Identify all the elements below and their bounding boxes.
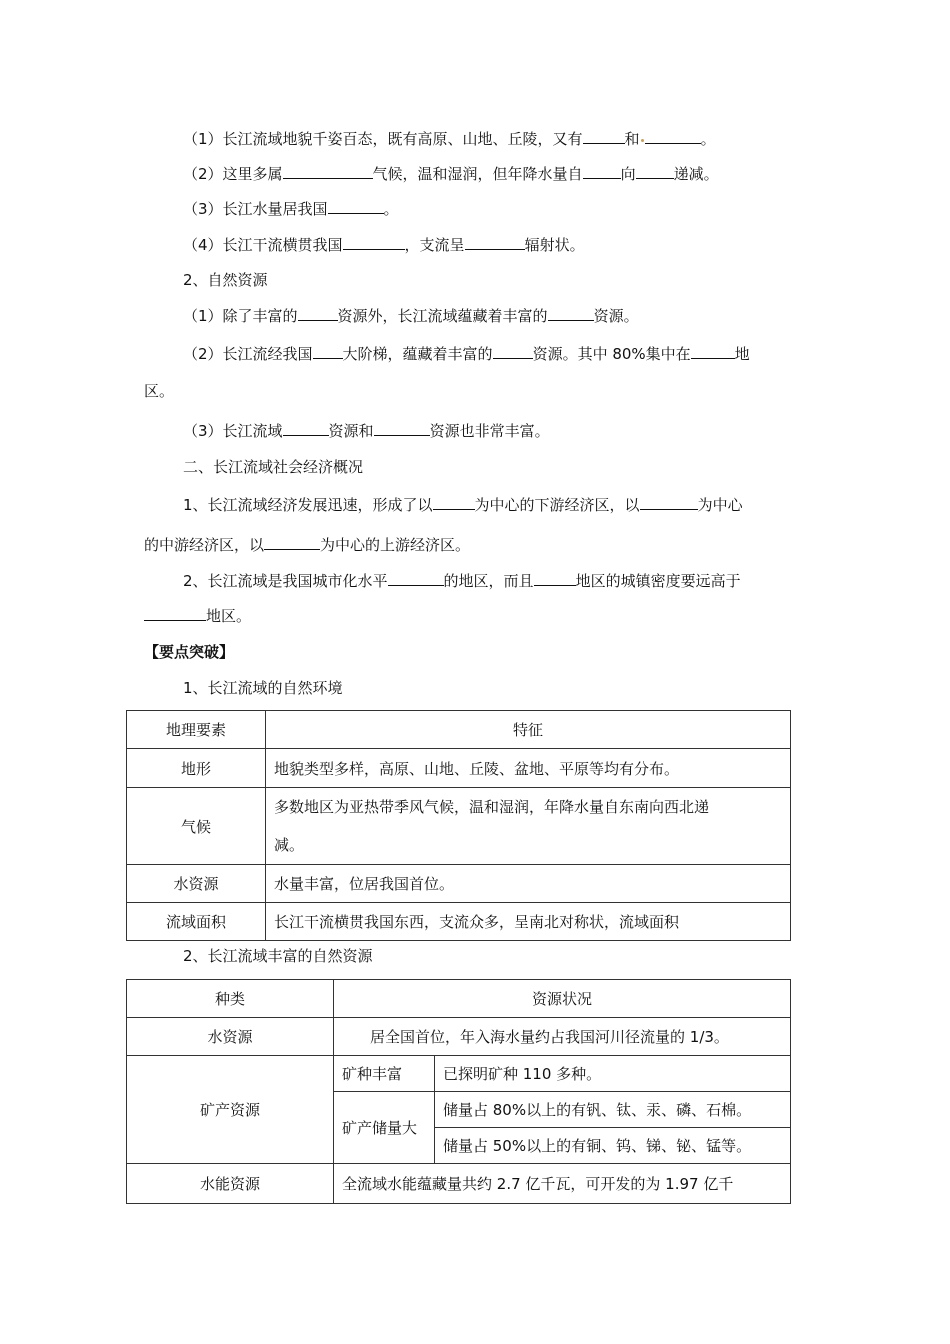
- q-text: 向: [620, 165, 636, 183]
- q-text: 资源和: [328, 422, 374, 440]
- dot-mark: [641, 139, 644, 142]
- question-1-1: [183, 128, 716, 149]
- q-text: 资源。: [593, 307, 639, 325]
- q-text: 为中心的下游经济区，以: [474, 496, 640, 514]
- blank[interactable]: [283, 163, 373, 179]
- blank[interactable]: [583, 163, 621, 179]
- blank[interactable]: [493, 343, 533, 359]
- table-cell: 全流域水能蕴藏量共约 2.7 亿千瓦，可开发的为 1.97 亿千: [334, 1164, 791, 1204]
- blank[interactable]: [388, 570, 444, 586]
- question-3-2-cont: [144, 605, 251, 626]
- blank[interactable]: [328, 198, 384, 214]
- question-2-2-cont: 区。: [144, 382, 175, 400]
- blank[interactable]: [343, 234, 405, 250]
- table-row: [127, 1018, 791, 1056]
- q-text: （2）长江流经我国: [183, 345, 313, 363]
- question-1-3: [183, 198, 399, 219]
- table-header-row: [127, 980, 791, 1018]
- table-row: [127, 1164, 791, 1204]
- table-header-row: [127, 711, 791, 749]
- header-cell: 特征: [266, 711, 791, 749]
- table-row: [127, 749, 791, 788]
- blank[interactable]: [313, 343, 343, 359]
- blank[interactable]: [583, 128, 625, 144]
- q-text: （4）长江干流横贯我国: [183, 236, 343, 254]
- blank[interactable]: [144, 605, 206, 621]
- table-cell: 气候: [127, 788, 266, 865]
- question-3-1: [183, 494, 743, 515]
- question-2-2: [183, 343, 750, 364]
- q-text: （2）这里多属: [183, 165, 283, 183]
- question-3-2: [183, 570, 741, 591]
- key-points-heading: 【要点突破】: [144, 643, 235, 661]
- q-text: 为中心: [697, 496, 743, 514]
- table-cell: 水资源: [127, 865, 266, 903]
- q-text: 1、长江流域经济发展迅速，形成了以: [183, 496, 433, 514]
- table-cell: 水量丰富，位居我国首位。: [266, 865, 791, 903]
- table-cell: [266, 788, 791, 865]
- blank[interactable]: [283, 420, 329, 436]
- natural-resources-table: [126, 979, 791, 1204]
- natural-environment-table: [126, 710, 791, 941]
- q-text: ，支流呈: [404, 236, 465, 254]
- question-1-4: [183, 234, 585, 255]
- q-text: 资源外，长江流域蕴藏着丰富的: [337, 307, 548, 325]
- question-3-1-cont: [144, 534, 470, 555]
- table-cell: 流域面积: [127, 903, 266, 941]
- blank[interactable]: [433, 494, 475, 510]
- section-heading-economy: 二、长江流域社会经济概况: [183, 458, 364, 476]
- header-cell: 资源状况: [334, 980, 791, 1018]
- section-heading-resources: 2、自然资源: [183, 271, 268, 289]
- q-text: 辐射状。: [524, 236, 585, 254]
- question-2-1: [183, 305, 639, 326]
- table-row: [127, 1056, 791, 1092]
- q-text: 地: [734, 345, 750, 363]
- table-cell: 矿产储量大: [334, 1092, 435, 1164]
- q-text: （3）长江流域: [183, 422, 283, 440]
- q-text: 资源。其中 80%集中在: [532, 345, 691, 363]
- table-cell: 矿产资源: [127, 1056, 334, 1164]
- cell-line: 多数地区为亚热带季风气候，温和湿润，年降水量自东南向西北递: [274, 798, 710, 816]
- blank[interactable]: [465, 234, 525, 250]
- q-text: （3）长江水量居我国: [183, 200, 328, 218]
- q-text: 资源也非常丰富。: [429, 422, 550, 440]
- blank[interactable]: [298, 305, 338, 321]
- blank[interactable]: [640, 494, 698, 510]
- header-cell: 种类: [127, 980, 334, 1018]
- q-text: 的地区，而且: [443, 572, 534, 590]
- sub-heading-natural-environment: 1、长江流域的自然环境: [183, 679, 343, 697]
- q-text: （1）长江流域地貌千姿百态，既有高原、山地、丘陵，又有: [183, 130, 583, 148]
- q-text: 和: [624, 130, 640, 148]
- table-cell: 储量占 80%以上的有钒、钛、汞、磷、石棉。: [435, 1092, 791, 1128]
- q-text: 递减。: [673, 165, 719, 183]
- table-row: [127, 903, 791, 941]
- q-text: 气候，温和湿润，但年降水量自: [372, 165, 583, 183]
- table-cell: 矿种丰富: [334, 1056, 435, 1092]
- table-cell: 水资源: [127, 1018, 334, 1056]
- blank[interactable]: [548, 305, 594, 321]
- q-text: 的中游经济区，以: [144, 536, 265, 554]
- table-row: [127, 788, 791, 865]
- header-cell: 地理要素: [127, 711, 266, 749]
- blank[interactable]: [645, 128, 701, 144]
- blank[interactable]: [264, 534, 320, 550]
- blank[interactable]: [374, 420, 430, 436]
- table-cell: 居全国首位，年入海水量约占我国河川径流量的 1/3。: [334, 1018, 791, 1056]
- blank[interactable]: [691, 343, 735, 359]
- table-cell: 储量占 50%以上的有铜、钨、锑、铋、锰等。: [435, 1128, 791, 1164]
- cell-line: 减。: [274, 836, 305, 854]
- table-cell: 水能资源: [127, 1164, 334, 1204]
- table-cell: 长江干流横贯我国东西，支流众多，呈南北对称状，流域面积: [266, 903, 791, 941]
- blank[interactable]: [636, 163, 674, 179]
- q-text: 大阶梯，蕴藏着丰富的: [342, 345, 493, 363]
- q-text: （1）除了丰富的: [183, 307, 298, 325]
- q-text: 为中心的上游经济区。: [320, 536, 471, 554]
- table-cell: 地形: [127, 749, 266, 788]
- q-text: 地区的城镇密度要远高于: [575, 572, 741, 590]
- blank[interactable]: [534, 570, 576, 586]
- q-text: 。: [700, 130, 716, 148]
- q-text: 。: [383, 200, 399, 218]
- q-text: 2、长江流域是我国城市化水平: [183, 572, 388, 590]
- table-row: [127, 865, 791, 903]
- table-cell: 已探明矿种 110 多种。: [435, 1056, 791, 1092]
- table-cell: 地貌类型多样，高原、山地、丘陵、盆地、平原等均有分布。: [266, 749, 791, 788]
- q-text: 地区。: [206, 607, 252, 625]
- question-2-3: [183, 420, 550, 441]
- question-1-2: [183, 163, 719, 184]
- sub-heading-natural-resources: 2、长江流域丰富的自然资源: [183, 947, 373, 965]
